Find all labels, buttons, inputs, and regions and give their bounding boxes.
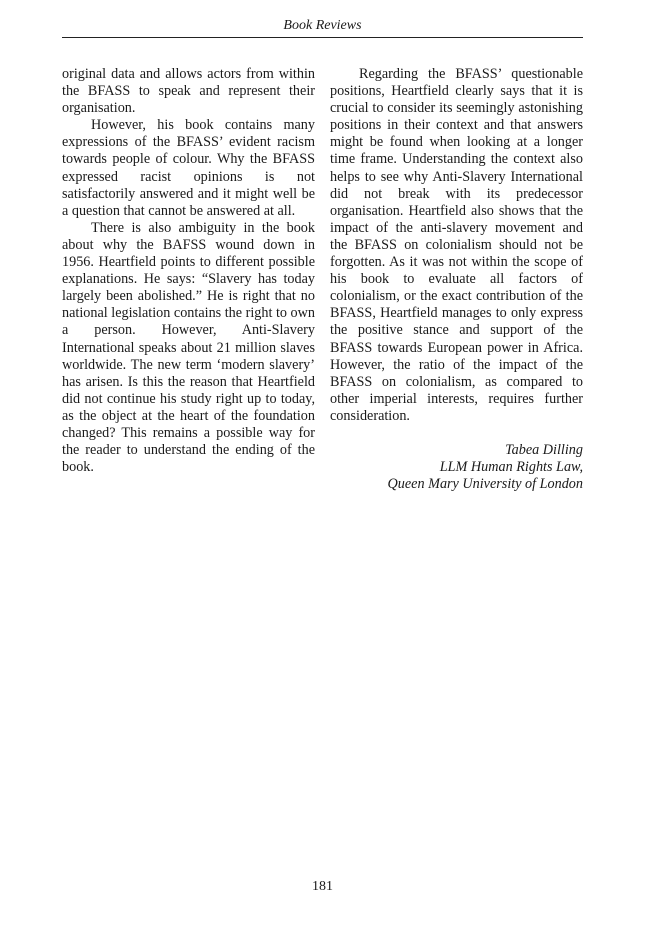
right-column xyxy=(330,66,583,493)
paragraph: However, his book contains many expressions of the BFASS’ evident racism towards people of colour. Why the BFASS expressed racist opinions is not satisfactorily answered and it might well be a question that cannot be answered at all. xyxy=(62,117,315,219)
author-name: Tabea Dilling xyxy=(505,441,583,458)
header-divider xyxy=(62,37,583,38)
left-column xyxy=(62,66,315,476)
author-signature xyxy=(330,442,583,493)
page-number: 181 xyxy=(312,879,333,894)
paragraph: Regarding the BFASS’ questionable positions, Heartfield clearly says that it is crucial to consider its seemingly astonishing positions in their context and that answers might be found when looking at a longer time frame. Understanding the context also helps to see why Anti-Slavery International did not break with its predecessor organisation. Heartfield also shows that the impact of the anti-slavery movement and the BFASS on colonialism should not be forgotten. As it was not within the scope of his book to evaluate all factors of colonialism, or the exact contribution of the BFASS, Heartfield manages to only express the positive stance and support of the BFASS towards European power in Africa. However, the ratio of the impact of the BFASS on colonialism, as compared to other imperial interests, requires further consideration. xyxy=(330,66,583,424)
paragraph: original data and allows actors from within the BFASS to speak and represent their organisation. xyxy=(62,66,315,117)
paragraph: There is also ambiguity in the book about why the BAFSS wound down in 1956. Heartfield points to different possible explanations. He says: “Slavery has today largely been abolished.” He is right that no national legislation contains the right to own a person. However, Anti-Slavery International speaks about 21 million slaves worldwide. The new term ‘modern slavery’ has arisen. Is this the reason that Heartfield did not continue his study right up to today, as the object at the heart of the foundation changed? This remains a possible way for the reader to understand the ending of the book. xyxy=(62,219,315,476)
running-title: Book Reviews xyxy=(283,18,362,33)
author-degree: LLM Human Rights Law, xyxy=(439,459,583,476)
author-institution: Queen Mary University of London xyxy=(387,476,583,493)
